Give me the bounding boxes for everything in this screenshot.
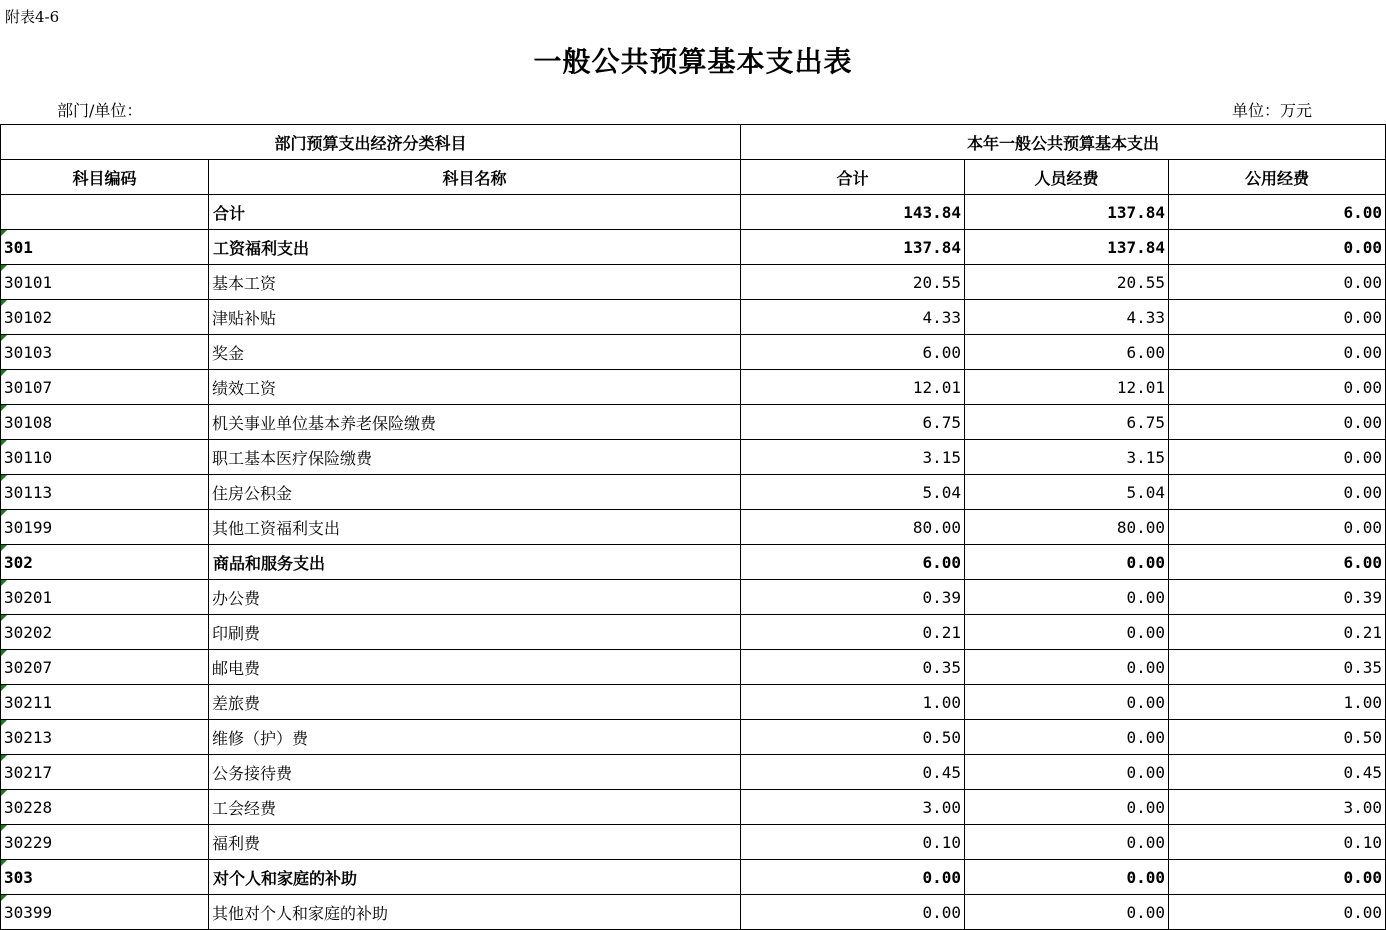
- header-group-expenditure: 本年一般公共预算基本支出: [741, 125, 1386, 160]
- personnel-cell: 0.00: [965, 755, 1169, 790]
- total-cell: 6.75: [741, 405, 965, 440]
- header-code: 科目编码: [1, 160, 209, 195]
- table-row: [1, 720, 1386, 755]
- name-cell: 绩效工资: [209, 370, 741, 405]
- code-cell: 30399: [1, 895, 209, 930]
- personnel-cell: 0.00: [965, 545, 1169, 580]
- name-cell: 津贴补贴: [209, 300, 741, 335]
- total-cell: 0.39: [741, 580, 965, 615]
- header-name: 科目名称: [209, 160, 741, 195]
- table-row: [1, 265, 1386, 300]
- personnel-cell: 0.00: [965, 895, 1169, 930]
- total-cell: 5.04: [741, 475, 965, 510]
- table-row: [1, 615, 1386, 650]
- total-cell: 0.21: [741, 615, 965, 650]
- unit-label: 单位：万元: [1232, 101, 1313, 120]
- public-cell: 0.21: [1169, 615, 1386, 650]
- name-cell: 基本工资: [209, 265, 741, 300]
- personnel-cell: 0.00: [965, 580, 1169, 615]
- name-cell: 合计: [209, 195, 741, 230]
- public-cell: 0.45: [1169, 755, 1386, 790]
- code-cell: 30103: [1, 335, 209, 370]
- name-cell: 商品和服务支出: [209, 545, 741, 580]
- code-cell: 30107: [1, 370, 209, 405]
- code-cell: 30201: [1, 580, 209, 615]
- public-cell: 0.00: [1169, 440, 1386, 475]
- name-cell: 住房公积金: [209, 475, 741, 510]
- page-title: 一般公共预算基本支出表: [533, 45, 853, 78]
- name-cell: 对个人和家庭的补助: [209, 860, 741, 895]
- table-row: [1, 475, 1386, 510]
- total-cell: 0.00: [741, 860, 965, 895]
- table-row: [1, 405, 1386, 440]
- attachment-label: 附表4-6: [5, 8, 60, 26]
- public-cell: 0.39: [1169, 580, 1386, 615]
- name-cell: 职工基本医疗保险缴费: [209, 440, 741, 475]
- name-cell: 邮电费: [209, 650, 741, 685]
- name-cell: 印刷费: [209, 615, 741, 650]
- personnel-cell: 12.01: [965, 370, 1169, 405]
- public-cell: 0.00: [1169, 895, 1386, 930]
- code-cell: 30207: [1, 650, 209, 685]
- table-row: [1, 825, 1386, 860]
- name-cell: 维修（护）费: [209, 720, 741, 755]
- table-row: [1, 685, 1386, 720]
- public-cell: 0.35: [1169, 650, 1386, 685]
- public-cell: 1.00: [1169, 685, 1386, 720]
- public-cell: 6.00: [1169, 545, 1386, 580]
- table-row: [1, 195, 1386, 230]
- public-cell: 0.00: [1169, 230, 1386, 265]
- code-cell: 30199: [1, 510, 209, 545]
- name-cell: 工资福利支出: [209, 230, 741, 265]
- public-cell: 3.00: [1169, 790, 1386, 825]
- code-cell: 301: [1, 230, 209, 265]
- name-cell: 其他对个人和家庭的补助: [209, 895, 741, 930]
- table-row: [1, 300, 1386, 335]
- header-group-classification: 部门预算支出经济分类科目: [1, 125, 741, 160]
- table-row: [1, 860, 1386, 895]
- total-cell: 3.00: [741, 790, 965, 825]
- code-cell: 303: [1, 860, 209, 895]
- personnel-cell: 20.55: [965, 265, 1169, 300]
- total-cell: 0.45: [741, 755, 965, 790]
- personnel-cell: 0.00: [965, 860, 1169, 895]
- public-cell: 0.00: [1169, 405, 1386, 440]
- table-row: [1, 510, 1386, 545]
- code-cell: 302: [1, 545, 209, 580]
- name-cell: 其他工资福利支出: [209, 510, 741, 545]
- name-cell: 奖金: [209, 335, 741, 370]
- public-cell: 0.00: [1169, 370, 1386, 405]
- table-row: [1, 230, 1386, 265]
- total-cell: 80.00: [741, 510, 965, 545]
- personnel-cell: 6.75: [965, 405, 1169, 440]
- budget-table: [0, 124, 1386, 930]
- code-cell: 30113: [1, 475, 209, 510]
- name-cell: 公务接待费: [209, 755, 741, 790]
- personnel-cell: 0.00: [965, 685, 1169, 720]
- personnel-cell: 0.00: [965, 790, 1169, 825]
- code-cell: 30211: [1, 685, 209, 720]
- table-row: [1, 755, 1386, 790]
- total-cell: 0.50: [741, 720, 965, 755]
- public-cell: 0.00: [1169, 265, 1386, 300]
- name-cell: 福利费: [209, 825, 741, 860]
- total-cell: 137.84: [741, 230, 965, 265]
- public-cell: 0.00: [1169, 335, 1386, 370]
- table-row: [1, 335, 1386, 370]
- code-cell: 30202: [1, 615, 209, 650]
- table-row: [1, 545, 1386, 580]
- total-cell: 0.35: [741, 650, 965, 685]
- table-row: [1, 370, 1386, 405]
- total-cell: 1.00: [741, 685, 965, 720]
- public-cell: 0.00: [1169, 860, 1386, 895]
- personnel-cell: 137.84: [965, 195, 1169, 230]
- personnel-cell: 137.84: [965, 230, 1169, 265]
- code-cell: 30213: [1, 720, 209, 755]
- personnel-cell: 0.00: [965, 615, 1169, 650]
- table-row: [1, 790, 1386, 825]
- name-cell: 工会经费: [209, 790, 741, 825]
- total-cell: 12.01: [741, 370, 965, 405]
- table-row: [1, 895, 1386, 930]
- total-cell: 6.00: [741, 335, 965, 370]
- personnel-cell: 0.00: [965, 825, 1169, 860]
- public-cell: 0.00: [1169, 475, 1386, 510]
- department-label: 部门/单位：: [57, 101, 143, 120]
- code-cell: 30217: [1, 755, 209, 790]
- header-total: 合计: [741, 160, 965, 195]
- header-public: 公用经费: [1169, 160, 1386, 195]
- total-cell: 3.15: [741, 440, 965, 475]
- table-body: [1, 195, 1386, 930]
- code-cell: 30228: [1, 790, 209, 825]
- personnel-cell: 4.33: [965, 300, 1169, 335]
- personnel-cell: 5.04: [965, 475, 1169, 510]
- name-cell: 办公费: [209, 580, 741, 615]
- personnel-cell: 3.15: [965, 440, 1169, 475]
- header-personnel: 人员经费: [965, 160, 1169, 195]
- public-cell: 0.00: [1169, 510, 1386, 545]
- table-row: [1, 580, 1386, 615]
- personnel-cell: 0.00: [965, 720, 1169, 755]
- code-cell: 30229: [1, 825, 209, 860]
- total-cell: 0.10: [741, 825, 965, 860]
- public-cell: 0.00: [1169, 300, 1386, 335]
- code-cell: [1, 195, 209, 230]
- total-cell: 20.55: [741, 265, 965, 300]
- code-cell: 30102: [1, 300, 209, 335]
- total-cell: 143.84: [741, 195, 965, 230]
- total-cell: 0.00: [741, 895, 965, 930]
- personnel-cell: 80.00: [965, 510, 1169, 545]
- name-cell: 机关事业单位基本养老保险缴费: [209, 405, 741, 440]
- name-cell: 差旅费: [209, 685, 741, 720]
- public-cell: 6.00: [1169, 195, 1386, 230]
- personnel-cell: 6.00: [965, 335, 1169, 370]
- code-cell: 30110: [1, 440, 209, 475]
- code-cell: 30108: [1, 405, 209, 440]
- public-cell: 0.50: [1169, 720, 1386, 755]
- code-cell: 30101: [1, 265, 209, 300]
- personnel-cell: 0.00: [965, 650, 1169, 685]
- total-cell: 6.00: [741, 545, 965, 580]
- table-row: [1, 440, 1386, 475]
- public-cell: 0.10: [1169, 825, 1386, 860]
- table-row: [1, 650, 1386, 685]
- total-cell: 4.33: [741, 300, 965, 335]
